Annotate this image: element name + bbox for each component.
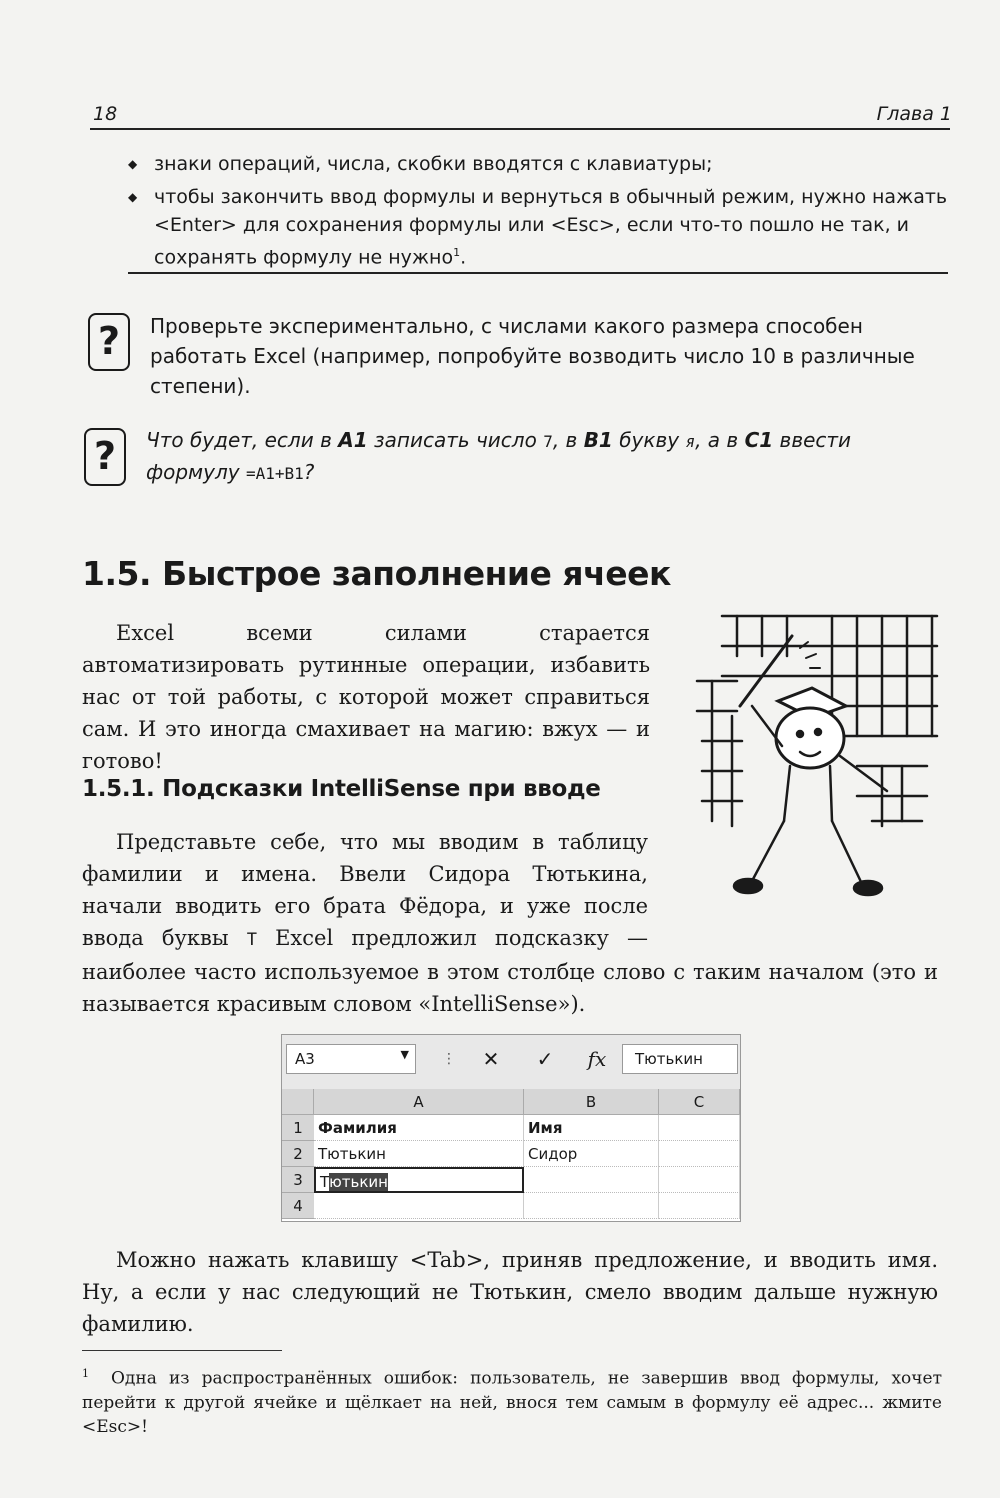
footnote: [82, 1362, 942, 1439]
list-item: [128, 150, 948, 178]
bullet-list: [128, 150, 948, 276]
footnote-rule: [82, 1350, 282, 1351]
typed-text: Т: [320, 1173, 330, 1191]
bullet-text: чтобы закончить ввод формулы и вернуться в обычный режим, нужно нажать <Enter> для сохранения формулы или <Esc>, если что-то пошло не так, и сохранять формулу не нужно: [154, 186, 948, 269]
cell-a2[interactable]: Тютькин: [314, 1141, 524, 1167]
enter-button[interactable]: ✓: [536, 1047, 554, 1071]
formula-bar-input[interactable]: Тютькин: [622, 1044, 738, 1074]
name-box[interactable]: A3 ▼: [286, 1044, 416, 1074]
intro-paragraph: Excel всеми силами старается автоматизировать рутинные операции, избавить нас от той работы, с которой может справиться сам. И это иногда смахивает на магию: вжух — и готово!: [82, 621, 650, 773]
chapter-label: Глава 1: [876, 103, 952, 125]
cell-c2[interactable]: [659, 1141, 740, 1167]
row-header[interactable]: 2: [282, 1141, 314, 1167]
row-header[interactable]: 1: [282, 1115, 314, 1141]
footnote-text: Одна из распространённых ошибок: пользователь, не завершив ввод формулы, хочет перейти к другой ячейке и щёлкает на ней, внося тем самым в формулу её адрес... жмите <Esc>!: [82, 1368, 942, 1437]
cancel-button[interactable]: ✕: [482, 1047, 500, 1071]
cell-a4[interactable]: [314, 1193, 524, 1219]
select-all-corner[interactable]: [282, 1089, 314, 1115]
question-icon: ?: [88, 313, 130, 371]
row-header[interactable]: 4: [282, 1193, 314, 1219]
question-text: Что будет, если в A1 записать число 7, в B1 букву я, а в C1 ввести формулу =A1+B1?: [146, 428, 852, 484]
column-header[interactable]: A: [314, 1089, 524, 1115]
excel-screenshot: [281, 1034, 741, 1222]
cell-c3[interactable]: [659, 1167, 740, 1193]
cell-b4[interactable]: [524, 1193, 659, 1219]
header-rule: [90, 128, 950, 130]
section-divider: [128, 272, 948, 274]
footnote-ref: 1: [453, 246, 461, 259]
footnote-mark: 1: [82, 1367, 89, 1380]
fx-icon[interactable]: fx: [587, 1047, 607, 1071]
section-title: 1.5. Быстрое заполнение ячеек: [82, 554, 671, 593]
cell-c4[interactable]: [659, 1193, 740, 1219]
autocomplete-suggestion: ютькин: [329, 1173, 388, 1191]
list-item: ◆ чтобы закончить ввод формулы и вернуться в обычный режим, нужно нажать <Enter> для сохранения формулы или <Esc>, если что-то пошло не так, и сохранять формулу не нужно$^1$.: [128, 183, 948, 271]
bullet-text: знаки операций, числа, скобки вводятся с клавиатуры;: [154, 153, 713, 175]
cell-a3-active[interactable]: [314, 1167, 524, 1193]
page-number: 18: [93, 103, 118, 125]
cell-c1[interactable]: [659, 1115, 740, 1141]
subsection-title: 1.5.1. Подсказки IntelliSense при вводе: [82, 776, 601, 802]
paragraph: Можно нажать клавишу <Tab>, приняв предложение, и вводить имя. Ну, а если у нас следующий не Тютькин, смело вводим дальше нужную фамилию.: [82, 1248, 938, 1336]
cell-b2[interactable]: Сидор: [524, 1141, 659, 1167]
row-header[interactable]: 3: [282, 1167, 314, 1193]
cell-b3[interactable]: [524, 1167, 659, 1193]
question-icon: ?: [84, 428, 126, 486]
question-text: Проверьте экспериментально, с числами какого размера способен работать Excel (например, попробуйте возводить число 10 в различные степени).: [150, 314, 915, 398]
more-options-icon[interactable]: ⋮: [442, 1051, 456, 1067]
chevron-down-icon[interactable]: ▼: [400, 1048, 409, 1061]
spreadsheet-grid: [282, 1089, 740, 1221]
cell-b1[interactable]: Имя: [524, 1115, 659, 1141]
column-header[interactable]: C: [659, 1089, 740, 1115]
cell-a1[interactable]: Фамилия: [314, 1115, 524, 1141]
paragraph: Представьте себе, что мы вводим в таблицу фамилии и имена. Ввели Сидора Тютькина, начали вводить его брата Фёдора, и уже после ввода буквы Т Excel предложил подсказку — наиболее часто используемое в этом столбце слово с таким началом (это и называется красивым словом «IntelliSense»).: [82, 830, 938, 1016]
column-header[interactable]: B: [524, 1089, 659, 1115]
